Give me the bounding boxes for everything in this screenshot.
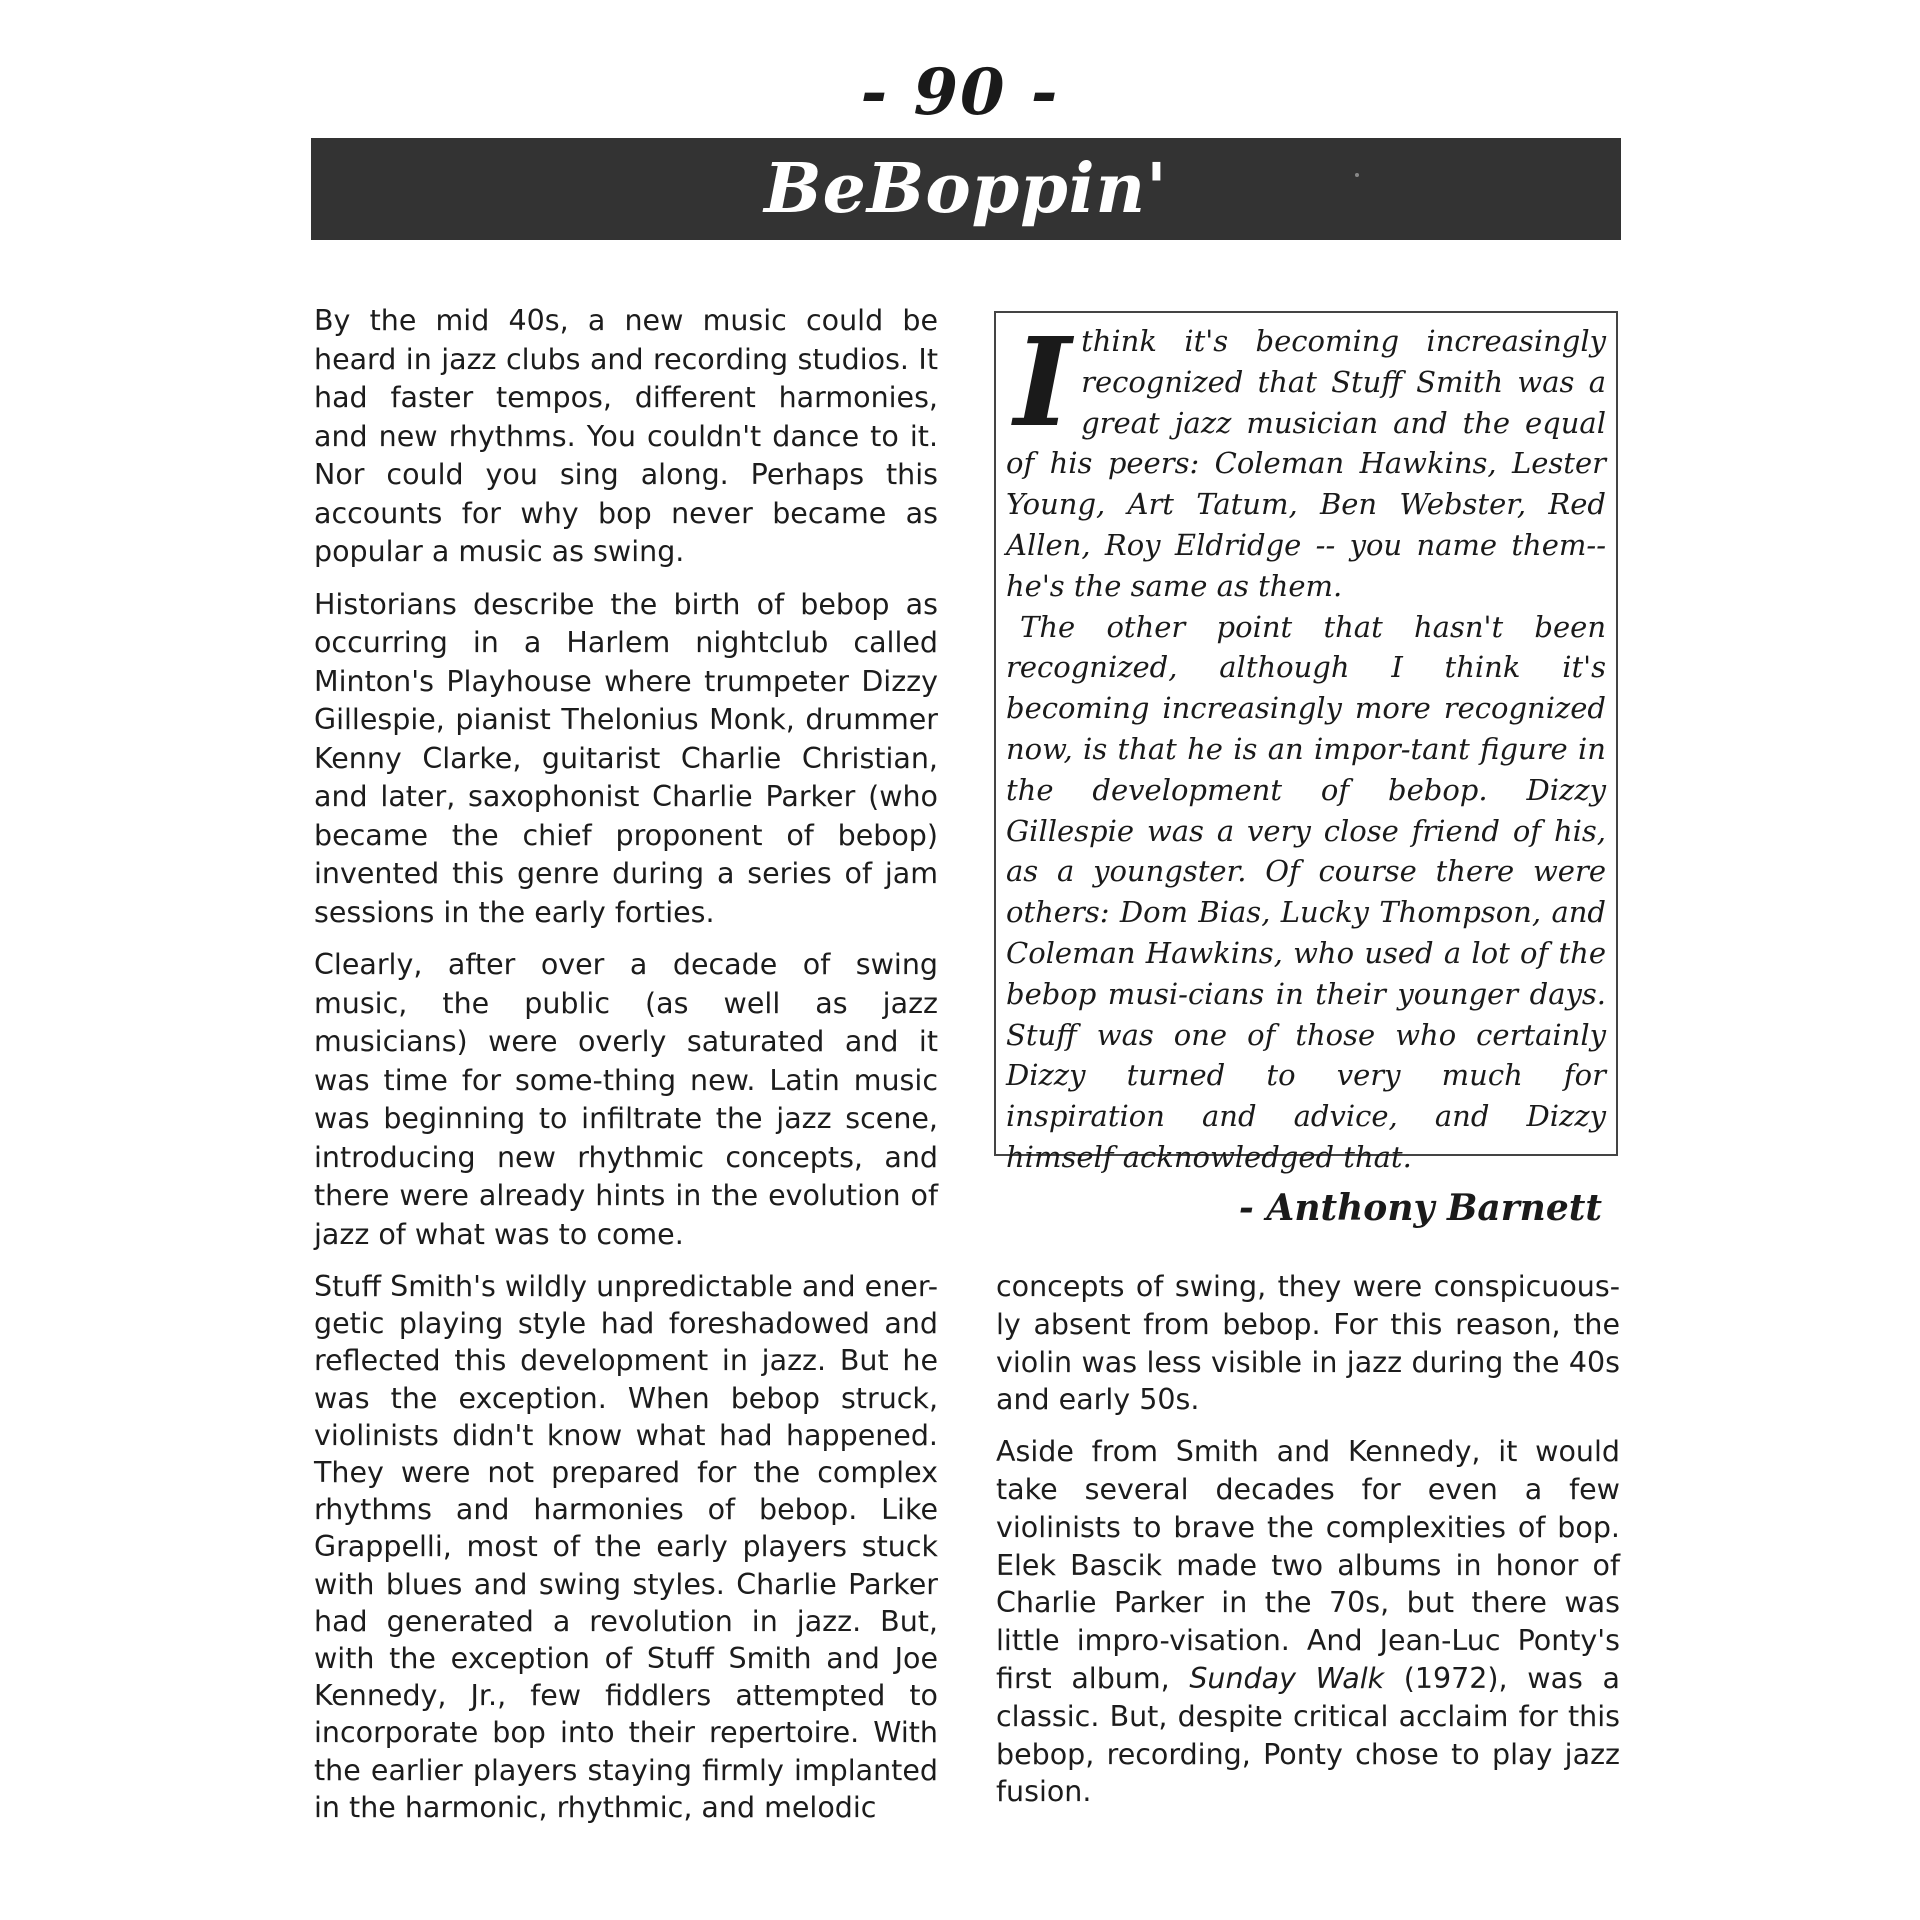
paragraph-6-text-b: (1972), was a classic. But, despite critical acclaim for this bebop, recording, Ponty chose to play jazz fusion. (996, 1661, 1620, 1809)
paragraph-5: concepts of swing, they were conspicuous-ly absent from bebop. For this reason, the violin was less visible in jazz during the 40s and early 50s. (996, 1270, 1620, 1417)
album-title: Sunday Walk (1189, 1661, 1385, 1695)
chapter-title: BeBoppin' (764, 149, 1168, 229)
quote-paragraph-1: think it's becoming increasingly recognized that Stuff Smith was a great jazz musician and the equal of his peers: Coleman Hawkins, Lester Young, Art Tatum, Ben Webster, Red Allen, Roy Eldridge -- you name them--he's the same as them. (1006, 324, 1606, 603)
paragraph-6 (996, 1433, 1620, 1811)
paragraph-4: Stuff Smith's wildly unpredictable and ener-getic playing style had foreshadowed and reflected this development in jazz. But he was the exception. When bebop struck, violinists didn't know what had happened. They were not prepared for the complex rhythms and harmonies of bebop. Like Grappelli, most of the early players stuck with blues and swing styles. Charlie Parker had generated a revolution in jazz. But, with the exception of Stuff Smith and Joe Kennedy, Jr., few fiddlers attempted to incorporate bop into their repertoire. With the earlier players staying firmly implanted in the harmonic, rhythmic, and melodic (314, 1270, 938, 1824)
left-column-bottom (314, 1268, 938, 1840)
chapter-title-banner (311, 138, 1621, 240)
quote-attribution: - Anthony Barnett (1238, 1186, 1602, 1229)
quote-paragraph-2: The other point that hasn't been recognized, although I think it's becoming increasingly more recognized now, is that he is an impor-tant figure in the development of bebop. Dizzy Gillespie was a very close friend of his, as a youngster. Of course there were others: Dom Bias, Lucky Thompson, and Coleman Hawkins, who used a lot of the bebop musi-cians in their younger days. Stuff was one of those who certainly Dizzy turned to very much for inspiration and advice, and Dizzy himself acknowledged that. (1006, 609, 1606, 1174)
paragraph-3: Clearly, after over a decade of swing music, the public (as well as jazz musicians) were overly saturated and it was time for some-thing new. Latin music was beginning to infiltrate the jazz scene, introducing new rhythmic concepts, and there were already hints in the evolution of jazz of what was to come. (314, 948, 938, 1251)
page-number: - 90 - (860, 55, 1060, 130)
scan-speck (1355, 173, 1359, 177)
paragraph-2: Historians describe the birth of bebop as occurring in a Harlem nightclub called Minton's Playhouse where trumpeter Dizzy Gillespie, pianist Thelonius Monk, drummer Kenny Clarke, guitarist Charlie Christian, and later, saxophonist Charlie Parker (who became the chief proponent of bebop) invented this genre during a series of jam sessions in the early forties. (314, 587, 938, 929)
paragraph-6-text-a: Aside from Smith and Kennedy, it would take several decades for even a few violinists to brave the complexities of bop. Elek Bascik made two albums in honor of Charlie Parker in the 70s, but there was little impro-visation. And Jean-Luc Ponty's first album, (996, 1435, 1620, 1695)
left-column-top (314, 302, 938, 1268)
paragraph-1: By the mid 40s, a new music could be heard in jazz clubs and recording studios. It had faster tempos, different harmonies, and new rhythms. You couldn't dance to it. Nor could you sing along. Perhaps this accounts for why bop never became as popular a music as swing. (314, 304, 938, 568)
right-column-bottom (996, 1268, 1620, 1825)
drop-cap: I (1014, 310, 1072, 454)
pull-quote-box (994, 310, 1618, 1229)
